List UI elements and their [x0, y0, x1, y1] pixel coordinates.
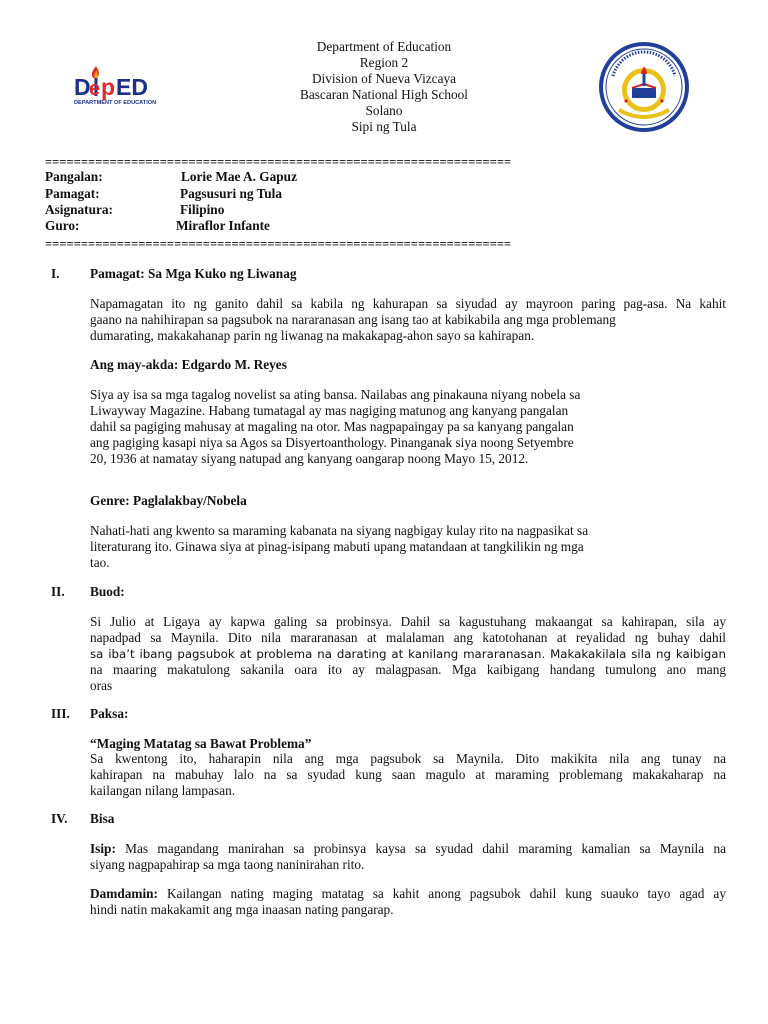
subject-value: Filipino [180, 202, 225, 217]
section-4-title: Bisa [90, 811, 115, 826]
svg-text:e: e [89, 78, 101, 100]
paragraph-line: Si Julio at Ligaya ay kapwa galing sa probinsya. Dahil sa kagustuhang makaangat sa kahirapan, sila ay [90, 614, 726, 629]
name-value: Lorie Mae A. Gapuz [181, 169, 297, 184]
separator-bottom: ================================================================= [45, 237, 512, 251]
paragraph-line: Siya ay isa sa mga tagalog novelist sa ating bansa. Nailabas ang pinakauna niyang nobela sa [90, 387, 581, 402]
paragraph-line: dumarating, makakahanap parin ng liwanag na makakapag-ahon sayo sa kahirapan. [90, 328, 535, 343]
paragraph-line: Liwayway Magazine. Habang tumatagal ay mas nagiging matunog ang kanyang pangalan [90, 403, 569, 418]
subject-label: Asignatura: [45, 202, 113, 217]
isip-paragraph [90, 841, 726, 873]
teacher-label: Guro: [45, 218, 80, 233]
section-1-paragraph-2 [90, 387, 726, 467]
header-line-town: Solano [365, 103, 403, 118]
name-label: Pangalan: [45, 169, 103, 184]
paragraph-line: oras [90, 678, 113, 693]
section-2-paragraph-1 [90, 614, 726, 694]
title-value: Pagsusuri ng Tula [180, 186, 282, 201]
section-1-numeral: I. [51, 266, 60, 281]
paragraph-line: gaano na nahihirapan sa pagsubok na nararanasan ang isang tao at kabikabila ang mga problemang [90, 312, 616, 327]
title-label: Pamagat: [45, 186, 100, 201]
svg-text:DEPARTMENT OF EDUCATION: DEPARTMENT OF EDUCATION [74, 100, 157, 106]
section-3-quote: “Maging Matatag sa Bawat Problema” [90, 736, 312, 751]
paragraph-line: hindi natin makakamit ang mga inaasan nating pangarap. [90, 902, 394, 917]
paragraph-line: tao. [90, 555, 110, 570]
paragraph-line: literaturang ito. Ginawa siya at pinag-isipang mabuti upang matandaan at tangkilikin ng mga [90, 539, 584, 554]
paragraph-line: siyang nagpapahirap sa mga taong naninirahan rito. [90, 857, 365, 872]
section-2-title: Buod: [90, 584, 125, 599]
svg-text:D: D [74, 74, 91, 100]
paragraph-line [90, 841, 726, 857]
section-4-numeral: IV. [51, 811, 68, 826]
paragraph-line: kailangan nilang lampasan. [90, 783, 236, 798]
damdamin-text: Kailangan nating maging matatag sa kahit anong pagsubok dahil kung suauko tayo agad ay [157, 886, 726, 901]
isip-text: Mas magandang manirahan sa probinsya kaysa sa syudad dahil maraming kamalian sa Maynila na [115, 841, 726, 856]
paragraph-line [90, 886, 726, 902]
header-line-department: Department of Education [316, 39, 452, 54]
section-3-paragraph-1 [90, 751, 726, 799]
svg-text:ED: ED [116, 74, 148, 100]
damdamin-label: Damdamin: [90, 886, 158, 901]
svg-text:p: p [101, 74, 116, 100]
genre-heading: Genre: Paglalakbay/Nobela [90, 493, 247, 508]
paragraph-line: ang pagiging kasapi niya sa Agos sa Disyertoanthology. Pinanganak siya noong Setyembre [90, 435, 574, 450]
paragraph-line: Sa kwentong ito, haharapin nila ang mga pagsubok sa Maynila. Dito makikita nila ang tunay na [90, 751, 726, 766]
section-3-title: Paksa: [90, 706, 129, 721]
header-line-division: Division of Nueva Vizcaya [311, 71, 457, 86]
section-3-numeral: III. [51, 706, 70, 721]
header-line-school: Bascaran National High School [299, 87, 469, 102]
paragraph-line: kahirapan na mabuhay lalo na sa syudad kung saan magulo at maraming problemang makakaharap na [90, 767, 726, 782]
section-1-paragraph-3 [90, 523, 726, 571]
separator-top: ================================================================= [45, 155, 512, 169]
section-1-paragraph-1 [90, 296, 726, 344]
damdamin-paragraph [90, 886, 726, 918]
section-1-title: Pamagat: Sa Mga Kuko ng Liwanag [90, 266, 297, 281]
header-line-region: Region 2 [359, 55, 409, 70]
paragraph-line: Nahati-hati ang kwento sa maraming kabanata na siyang nagbigay kulay rito na nagpasikat sa [90, 523, 589, 538]
paragraph-line: na maaring makatulong sakanila oara ito ay malagpasan. Mga kaibigang handang tumulong ano mang [90, 662, 726, 677]
isip-label: Isip: [90, 841, 116, 856]
paragraph-line: 20, 1936 at namatay siyang natupad ang kanyang oangarap noong Mayo 15, 2012. [90, 451, 529, 466]
paragraph-line: Napamagatan ito ng ganito dahil sa kabila ng kahurapan sa siyudad ay mayroon paring pag-asa. Na kahit [90, 296, 726, 311]
school-seal [597, 40, 691, 134]
author-heading: Ang may-akda: Edgardo M. Reyes [90, 357, 287, 372]
paragraph-line: sa iba’t ibang pagsubok at problema na darating at kanilang mararanasan. Makakakilala sila ng kaibigan [90, 647, 726, 661]
section-2-numeral: II. [51, 584, 65, 599]
header-line-doc-type: Sipi ng Tula [351, 119, 417, 134]
paragraph-line: dahil sa pagiging mahusay at magaling na otor. Mas nagpapaingay pa sa kanyang pangalan [90, 419, 574, 434]
teacher-value: Miraflor Infante [176, 218, 270, 233]
paragraph-line: napadpad sa Maynila. Dito nila mararanasan at malalaman ang katotohanan at reyalidad ng buhay dahil [90, 630, 726, 645]
